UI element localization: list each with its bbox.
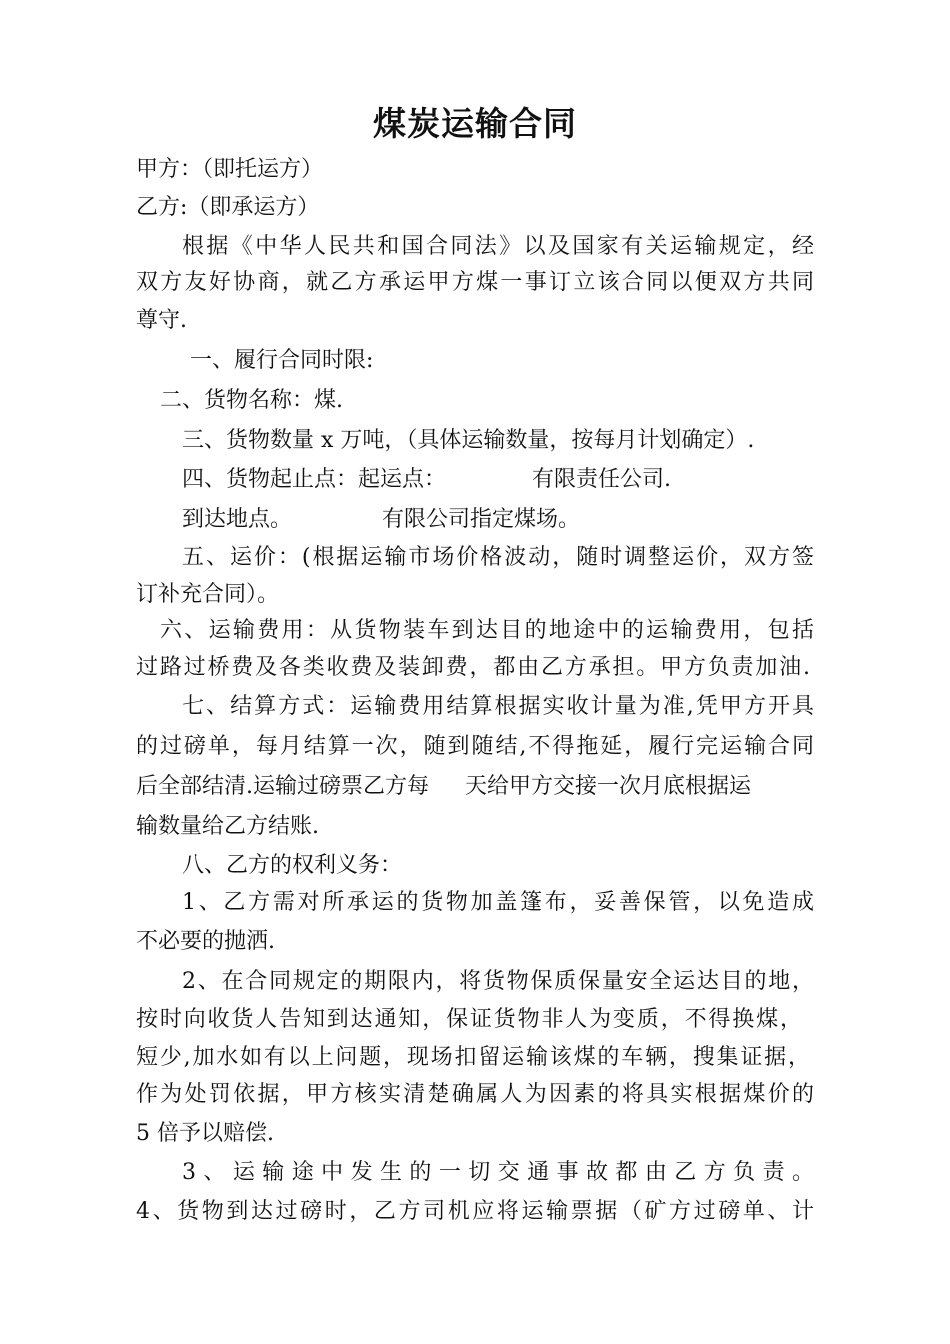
clause-8-item-2-line-2: 按时向收货人告知到达通知，保证货物非人为变质，不得换煤， — [136, 1007, 802, 1032]
clause-6-line-1: 六、运输费用：从货物装车到达目的地途中的运输费用，包括 — [160, 618, 814, 643]
clause-6-line-2: 过路过桥费及各类收费及装卸费，都由乙方承担。甲方负责加油. — [136, 655, 810, 680]
clause-7-line-3-part-1: 后全部结清.运输过磅票乙方每 — [136, 774, 429, 799]
clause-1: 一、履行合同时限: — [190, 348, 374, 373]
document-title: 煤炭运输合同 — [373, 104, 577, 143]
preamble-line-3: 尊守. — [136, 308, 187, 333]
party-b-line: 乙方:（即承运方） — [136, 195, 320, 220]
clause-4-origin — [182, 465, 671, 495]
clause-8-item-2-line-4: 作为处罚依据，甲方核实清楚确属人为因素的将具实根据煤价的 — [136, 1082, 814, 1107]
clause-8-item-2-line-5: 5 倍予以赔偿. — [136, 1121, 274, 1146]
preamble-line-1: 根据《中华人民共和国合同法》以及国家有关运输规定，经 — [182, 234, 814, 259]
clause-8-item-1-line-2: 不必要的抛洒. — [136, 929, 275, 954]
clause-4-destination-label: 到达地点。 — [182, 507, 293, 532]
clause-5-line-1: 五、运价：(根据运输市场价格波动，随时调整运价，双方签 — [182, 545, 814, 570]
clause-8-item-2-line-1: 2、在合同规定的期限内，将货物保质保量安全运达目的地， — [182, 969, 814, 994]
clause-5-line-2: 订补充合同）。 — [136, 582, 280, 607]
clause-4-destination — [182, 505, 580, 535]
clause-3: 三、货物数量 x 万吨，（具体运输数量，按每月计划确定）. — [182, 428, 755, 453]
clause-2: 二、货物名称：煤. — [160, 388, 343, 413]
clause-8-heading: 八、乙方的权利义务： — [182, 853, 403, 878]
clause-4-origin-label: 四、货物起止点：起运点： — [182, 467, 447, 492]
party-a-line: 甲方：（即托运方） — [136, 157, 324, 182]
clause-8-item-1-line-1: 1、乙方需对所承运的货物加盖篷布，妥善保管，以免造成 — [182, 890, 814, 915]
clause-7-line-3-part-2: 天给甲方交接一次月底根据运 — [465, 774, 752, 799]
clause-8-item-2-line-3: 短少,加水如有以上问题，现场扣留运输该煤的车辆，搜集证据， — [136, 1045, 810, 1070]
preamble-line-2: 双方友好协商，就乙方承运甲方煤一事订立该合同以便双方共同 — [136, 270, 814, 295]
clause-8-item-4-line-1: 4、货物到达过磅时，乙方司机应将运输票据（矿方过磅单、计 — [136, 1199, 814, 1224]
clause-4-destination-yard: 有限公司指定煤场。 — [382, 507, 581, 532]
clause-8-item-3: 3、运输途中发生的一切交通事故都由乙方负责。 — [182, 1160, 814, 1185]
clause-7-line-4: 输数量给乙方结账. — [136, 814, 319, 839]
clause-7-line-3 — [136, 772, 751, 802]
clause-7-line-2: 的过磅单，每月结算一次，随到随结,不得拖延，履行完运输合同 — [136, 734, 814, 759]
clause-4-origin-company: 有限责任公司. — [532, 467, 672, 492]
clause-7-line-1: 七、结算方式：运输费用结算根据实收计量为准,凭甲方开具 — [182, 694, 814, 719]
